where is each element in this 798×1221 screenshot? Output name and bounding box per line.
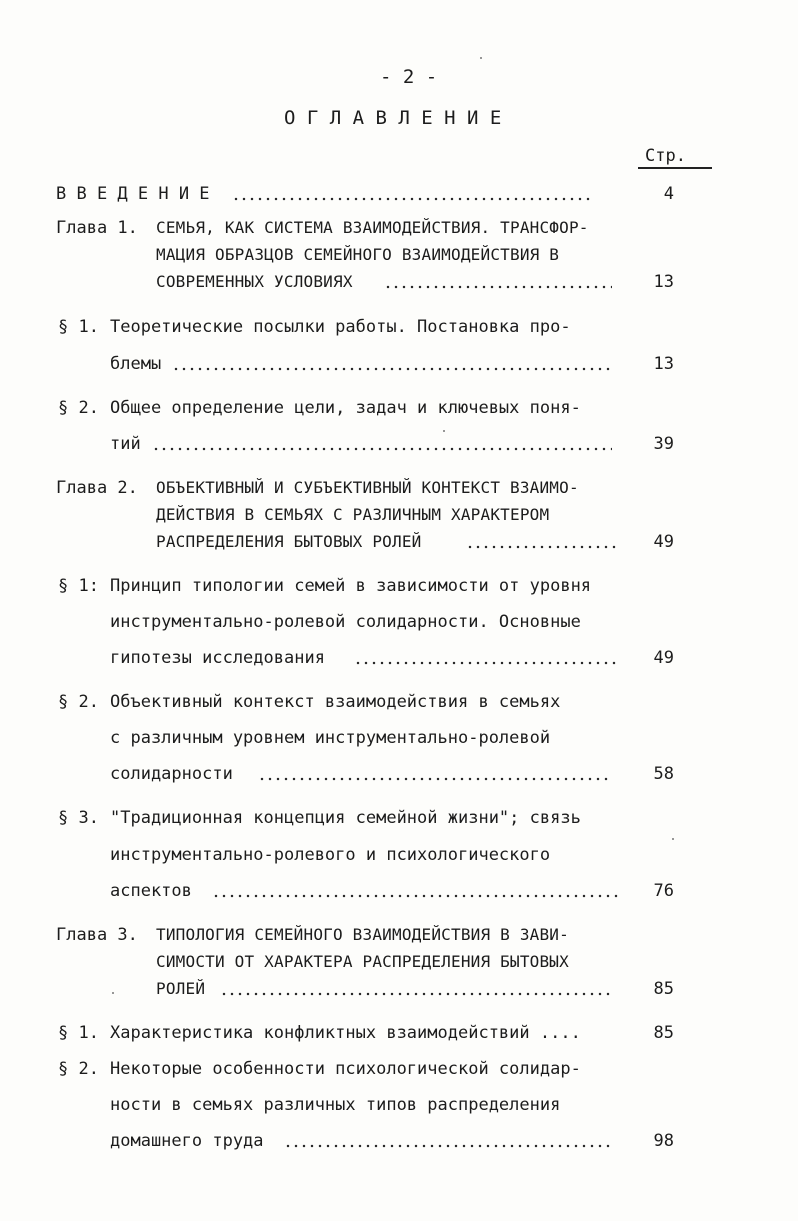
ch3-sec2-line1: Некоторые особенности психологической солидар- [110, 1059, 581, 1079]
page-number: - 2 - [380, 66, 438, 88]
intro-leader [232, 197, 590, 201]
chapter3-line1: ТИПОЛОГИЯ СЕМЕЙНОГО ВЗАИМОДЕЙСТВИЯ В ЗАВИ- [156, 925, 569, 944]
chapter1-line2: МАЦИЯ ОБРАЗЦОВ СЕМЕЙНОГО ВЗАИМОДЕЙСТВИЯ В [156, 245, 560, 264]
chapter2-prefix: Глава 2. [56, 478, 138, 498]
chapter1-prefix: Глава 1. [56, 218, 138, 238]
chapter3-line3: РОЛЕЙ [156, 979, 206, 998]
ch2-sec2-leader [258, 777, 612, 781]
chapter1-page: 13 [653, 272, 674, 292]
ch3-sec1-marker: § 1. [58, 1023, 99, 1043]
chapter2-page: 49 [653, 532, 674, 552]
ch2-sec3-page: 76 [653, 881, 674, 901]
chapter2-line3: РАСПРЕДЕЛЕНИЯ БЫТОВЫХ РОЛЕЙ [156, 532, 422, 551]
chapter2-line1: ОБЪЕКТИВНЫЙ И СУБЪЕКТИВНЫЙ КОНТЕКСТ ВЗАИМО- [156, 478, 579, 497]
ch2-sec3-line2: инструментально-ролевого и психологического [110, 845, 551, 865]
ch2-sec1-leader [354, 661, 620, 665]
chapter2-line2: ДЕЙСТВИЯ В СЕМЬЯХ С РАЗЛИЧНЫМ ХАРАКТЕРОМ [156, 505, 550, 524]
ch3-sec2-page: 98 [653, 1131, 674, 1151]
ch1-sec2-line2: тий [110, 434, 141, 454]
ch2-sec2-line1: Объективный контекст взаимодействия в семьях [110, 692, 561, 712]
ch1-sec1-marker: § 1. [58, 317, 99, 337]
chapter2-leader [466, 545, 620, 549]
scan-speck [672, 838, 674, 840]
ch1-sec2-page: 39 [653, 434, 674, 454]
ch3-sec2-marker: § 2. [58, 1059, 99, 1079]
ch2-sec1-line3: гипотезы исследования [110, 648, 325, 668]
ch3-sec2-line2: ности в семьях различных типов распределения [110, 1095, 561, 1115]
chapter1-line1: СЕМЬЯ, КАК СИСТЕМА ВЗАИМОДЕЙСТВИЯ. ТРАНСФОР- [156, 218, 589, 237]
page-title: О Г Л А В Л Е Н И Е [284, 107, 502, 129]
ch2-sec3-line1: "Традиционная концепция семейной жизни"; связь [110, 808, 581, 828]
chapter3-leader [220, 992, 612, 996]
ch3-sec1-line1: Характеристика конфликтных взаимодействий .... [110, 1023, 581, 1043]
ch1-sec2-marker: § 2. [58, 398, 99, 418]
ch3-sec2-line3: домашнего труда [110, 1131, 264, 1151]
chapter1-line3: СОВРЕМЕННЫХ УСЛОВИЯХ [156, 272, 353, 291]
chapter3-line2: СИМОСТИ ОТ ХАРАКТЕРА РАСПРЕДЕЛЕНИЯ БЫТОВЫХ [156, 952, 569, 971]
ch2-sec1-page: 49 [653, 648, 674, 668]
ch2-sec1-marker: § 1: [58, 576, 99, 596]
ch2-sec3-marker: § 3. [58, 808, 99, 828]
scan-speck [443, 430, 445, 432]
ch2-sec2-marker: § 2. [58, 692, 99, 712]
ch2-sec1-line2: инструментально-ролевой солидарности. Основные [110, 612, 581, 632]
ch2-sec1-line1: Принцип типологии семей в зависимости от уровня [110, 576, 592, 596]
ch1-sec1-leader [172, 367, 612, 371]
ch2-sec2-line3: солидарности [110, 764, 233, 784]
page-column-label: Стр. [645, 146, 686, 166]
page-column-underline [638, 167, 712, 169]
chapter3-page: 85 [653, 979, 674, 999]
ch3-sec1-page: 85 [653, 1023, 674, 1043]
ch1-sec2-line1: Общее определение цели, задач и ключевых поня- [110, 398, 581, 418]
ch2-sec3-line3: аспектов [110, 881, 192, 901]
ch2-sec3-leader [212, 894, 620, 898]
ch1-sec1-line2: блемы [110, 354, 162, 374]
ch1-sec2-leader [152, 447, 612, 451]
chapter3-prefix: Глава 3. [56, 925, 138, 945]
ch1-sec1-line1: Теоретические посылки работы. Постановка про- [110, 317, 571, 337]
intro-label: В В Е Д Е Н И Е [56, 184, 210, 204]
chapter1-leader [384, 285, 612, 289]
ch3-sec2-leader [284, 1144, 612, 1148]
ch2-sec2-page: 58 [653, 764, 674, 784]
ch1-sec1-page: 13 [653, 354, 674, 374]
scan-speck [112, 992, 114, 994]
scan-speck [480, 57, 482, 59]
ch2-sec2-line2: с различным уровнем инструментально-ролевой [110, 728, 551, 748]
intro-page: 4 [663, 184, 674, 204]
